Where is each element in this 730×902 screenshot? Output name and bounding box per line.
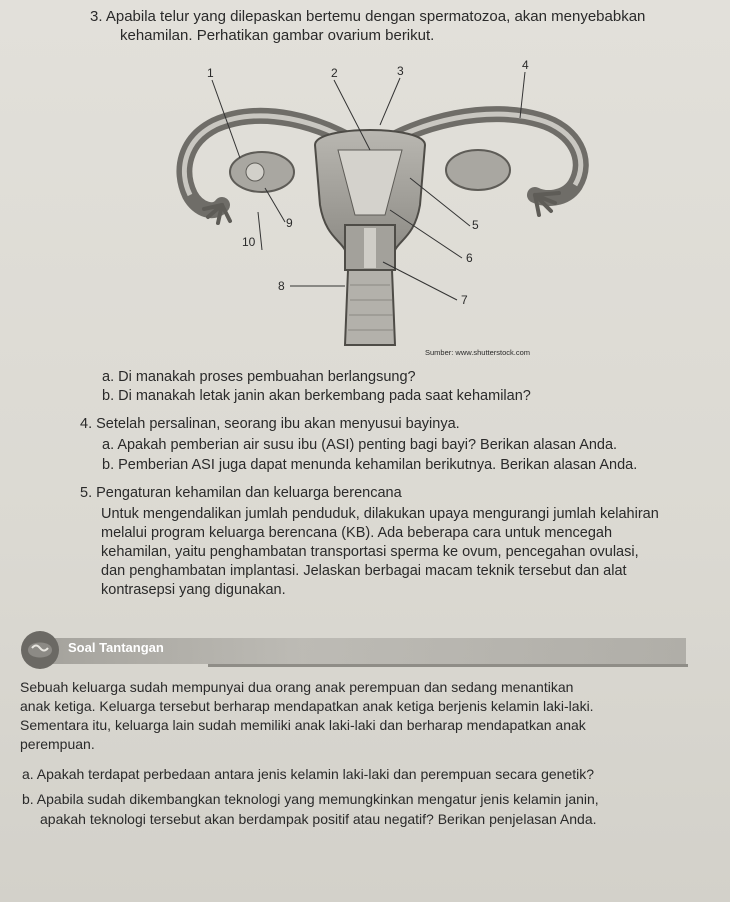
question-3b: b. Di manakah letak janin akan berkembang pada saat kehamilan?: [102, 388, 531, 404]
question-5-line: melalui program keluarga berencana (KB). Ada beberapa cara untuk mencegah: [101, 525, 613, 541]
question-3a: a. Di manakah proses pembuahan berlangsung?: [102, 369, 416, 385]
question-5-title: 5. Pengaturan kehamilan dan keluarga berencana: [80, 485, 402, 501]
challenge-title: Soal Tantangan: [68, 640, 164, 655]
challenge-line: perempuan.: [20, 736, 95, 752]
challenge-line: Sebuah keluarga sudah mempunyai dua orang anak perempuan dan sedang menantikan: [20, 679, 574, 695]
diagram-label-8: 8: [278, 279, 285, 293]
challenge-question-b-line-2: apakah teknologi tersebut akan berdampak positif atau negatif? Berikan penjelasan Anda.: [40, 811, 597, 827]
diagram-label-9: 9: [286, 216, 293, 230]
challenge-banner: [18, 628, 688, 672]
banner-underline: [208, 664, 688, 667]
diagram-label-4: 4: [522, 58, 529, 72]
diagram-label-10: 10: [242, 235, 256, 249]
vagina: [345, 270, 395, 345]
question-4-title: 4. Setelah persalinan, seorang ibu akan menyusui bayinya.: [80, 416, 460, 432]
ovary-right: [446, 150, 510, 190]
question-5-line: Untuk mengendalikan jumlah penduduk, dilakukan upaya mengurangi jumlah kelahiran: [101, 506, 659, 522]
challenge-question-b-line-1: b. Apabila sudah dikembangkan teknologi yang memungkinkan mengatur jenis kelamin janin,: [22, 791, 599, 807]
question-5-line: kehamilan, yaitu penghambatan transportasi sperma ke ovum, pencegahan ovulasi,: [101, 544, 639, 560]
question-3-line-1: 3. Apabila telur yang dilepaskan bertemu dengan spermatozoa, akan menyebabkan: [90, 8, 646, 25]
question-4b: b. Pemberian ASI juga dapat menunda kehamilan berikutnya. Berikan alasan Anda.: [102, 457, 638, 473]
diagram-label-7: 7: [461, 293, 468, 307]
challenge-question-a: a. Apakah terdapat perbedaan antara jenis kelamin laki-laki dan perempuan secara genetik?: [22, 766, 595, 782]
diagram-label-1: 1: [207, 66, 214, 80]
diagram-label-2: 2: [331, 66, 338, 80]
diagram-label-6: 6: [466, 251, 473, 265]
challenge-line: Sementara itu, keluarga lain sudah memiliki anak laki-laki dan berharap mendapatkan anak: [20, 717, 586, 733]
brain-icon: [18, 628, 62, 672]
question-4a: a. Apakah pemberian air susu ibu (ASI) penting bagi bayi? Berikan alasan Anda.: [102, 437, 618, 453]
diagram-label-3: 3: [397, 64, 404, 78]
diagram-source: Sumber: www.shutterstock.com: [425, 348, 531, 357]
diagram-label-5: 5: [472, 218, 479, 232]
question-3-line-2: kehamilan. Perhatikan gambar ovarium berikut.: [120, 27, 435, 44]
question-5-line: kontrasepsi yang digunakan.: [101, 582, 286, 598]
challenge-line: anak ketiga. Keluarga tersebut berharap mendapatkan anak ketiga berjenis kelamin laki-laki.: [20, 698, 594, 714]
question-5-line: dan penghambatan implantasi. Jelaskan berbagai macam teknik tersebut dan alat: [101, 563, 627, 579]
